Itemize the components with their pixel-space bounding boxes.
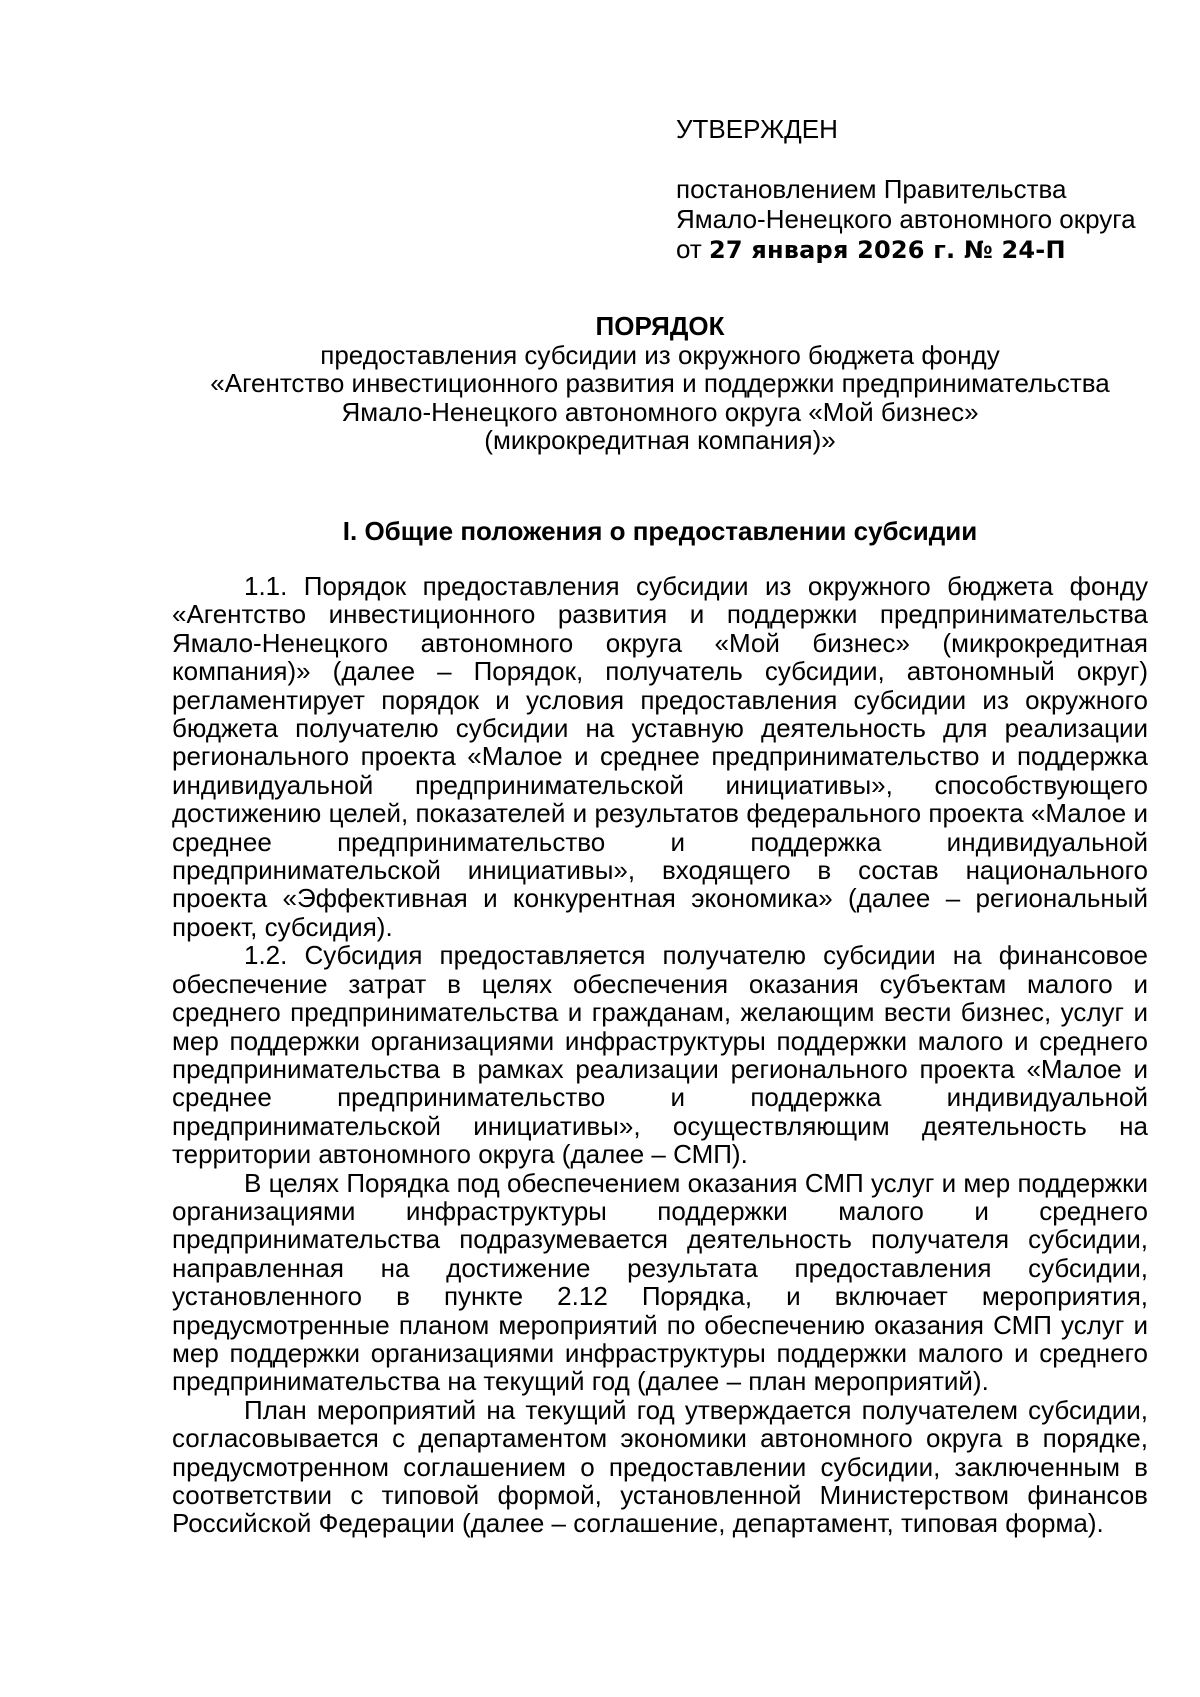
- paragraph-plan: План мероприятий на текущий год утверждается получателем субсидии, согласовывается с департаментом экономики автономного округа в порядке, предусмотренном соглашением о предоставлении субсидии, заключенным в соответствии с типовой формой, установленной Министерством финансов Российской Федерации (далее – соглашение, департамент, типовая форма).: [172, 1394, 1148, 1539]
- document-heading: ПОРЯДОК: [595, 311, 725, 341]
- approval-date-number: 27 января 2026 г. № 24-П: [709, 236, 1066, 264]
- approval-date-line: [676, 234, 1156, 265]
- section-title: I. Общие положения о предоставлении субсидии: [342, 516, 978, 546]
- title-line-3: Ямало-Ненецкого автономного округа «Мой бизнес»: [341, 396, 979, 427]
- title-line-4: (микрокредитная компания)»: [484, 425, 836, 455]
- paragraph-smp-definition: В целях Порядка под обеспечением оказания СМП услуг и мер поддержки организациями инфраструктуры поддержки малого и среднего предпринимательства подразумевается деятельность получателя субсидии, направленная на достижение результата предоставления субсидии, установленного в пункте 2.12 Порядка, и включает мероприятия, предусмотренные планом мероприятий по обеспечению оказания СМП услуг и мер поддержки организациями инфраструктуры поддержки малого и среднего предпринимательства на текущий год (далее – план мероприятий).: [172, 1167, 1148, 1397]
- paragraph-1-1: 1.1. Порядок предоставления субсидии из окружного бюджета фонду «Агентство инвестиционного развития и поддержки предпринимательства Ямало-Ненецкого автономного округа «Мой бизнес» (микрокредитная компания)» (далее – Порядок, получатель субсидии, автономный округ) регламентирует порядок и условия предоставления субсидии из окружного бюджета получателю субсидии на уставную деятельность для реализации регионального проекта «Малое и среднее предпринимательство и поддержка индивидуальной предпринимательской инициативы», способствующего достижению целей, показателей и результатов федерального проекта «Малое и среднее предпринимательство и поддержка индивидуальной предпринимательской инициативы», входящего в состав национального проекта «Эффективная и конкурентная экономика» (далее – региональный проект, субсидия).: [172, 571, 1148, 942]
- approval-line-2: Ямало-Ненецкого автономного округа: [676, 204, 1136, 234]
- document-title-block: [172, 312, 1148, 455]
- title-line-2: «Агентство инвестиционного развития и поддержки предпринимательства: [210, 368, 1110, 398]
- paragraph-1-2: 1.2. Субсидия предоставляется получателю субсидии на финансовое обеспечение затрат в целях обеспечения оказания субъектам малого и среднего предпринимательства и гражданам, желающим вести бизнес, услуг и мер поддержки организациями инфраструктуры поддержки малого и среднего предпринимательства в рамках реализации регионального проекта «Малое и среднее предпринимательство и поддержка индивидуальной предпринимательской инициативы», осуществляющим деятельность на территории автономного округа (далее – СМП).: [172, 940, 1148, 1170]
- approval-from-prefix: от: [676, 234, 702, 264]
- approval-line-1: постановлением Правительства: [676, 174, 1067, 204]
- title-line-1: предоставления субсидии из окружного бюджета фонду: [320, 339, 1000, 370]
- document-body: [172, 572, 1148, 1538]
- approved-label: УТВЕРЖДЕН: [676, 114, 838, 144]
- approval-block: [676, 114, 1156, 265]
